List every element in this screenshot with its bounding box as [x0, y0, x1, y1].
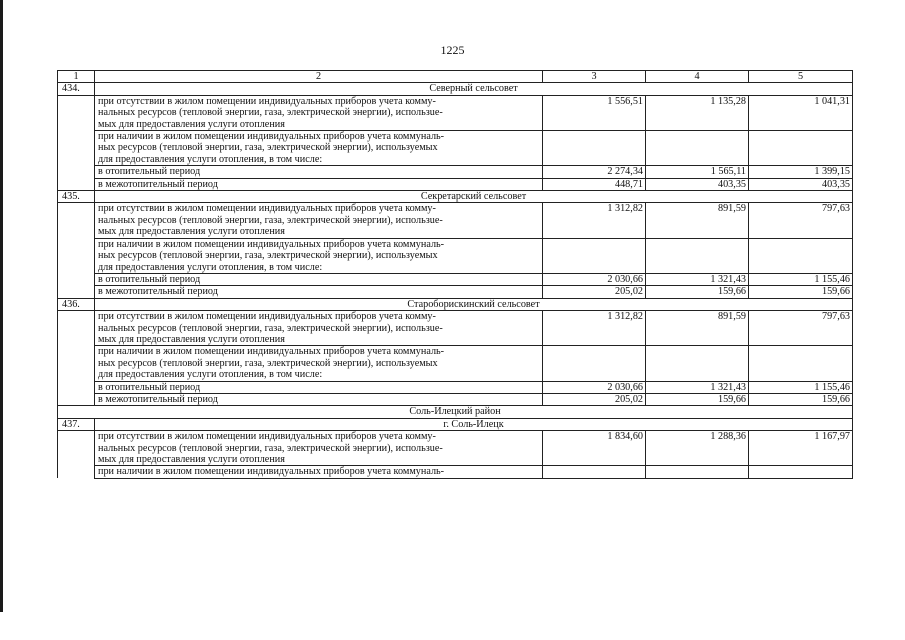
interheating-period-label: в межотопительный период	[95, 286, 543, 298]
absent-meters-description	[95, 431, 543, 466]
section-title-row	[58, 83, 853, 95]
section-title: Северный сельсовет	[95, 83, 853, 95]
empty-cell	[58, 381, 95, 393]
interheating-period-row	[58, 286, 853, 298]
description-line: ных ресурсов (тепловой энергии, газа, электрической энергии), используемых	[98, 357, 438, 369]
value-cell: 159,66	[646, 286, 749, 298]
value-cell: 205,02	[543, 286, 646, 298]
present-meters-description	[95, 131, 543, 166]
tariff-table	[57, 70, 853, 479]
value-cell: 1 321,43	[646, 381, 749, 393]
column-header: 4	[646, 71, 749, 83]
value-cell: 2 274,34	[543, 166, 646, 178]
section-number: 437.	[58, 418, 95, 430]
section-title: Староборискинский сельсовет	[95, 298, 853, 310]
value-cell: 2 030,66	[543, 381, 646, 393]
empty-cell	[543, 346, 646, 381]
value-cell: 1 312,82	[543, 203, 646, 238]
absent-meters-description	[95, 203, 543, 238]
description-line: нальных ресурсов (тепловой энергии, газа, электрической энергии), использue-	[98, 442, 443, 454]
district-title: Соль-Илецкий район	[58, 406, 853, 418]
description-line: при наличии в жилом помещении индивидуальных приборов учета коммуналь-	[98, 238, 445, 250]
description-line: при наличии в жилом помещении индивидуальных приборов учета коммуналь-	[98, 346, 445, 358]
absent-meters-row	[58, 311, 853, 346]
heating-period-label: в отопительный период	[95, 381, 543, 393]
empty-cell	[646, 131, 749, 166]
value-cell: 1 135,28	[646, 95, 749, 130]
empty-cell	[58, 286, 95, 298]
present-meters-description: при наличии в жилом помещении индивидуальных приборов учета коммуналь-	[95, 466, 543, 478]
empty-cell	[58, 311, 95, 346]
heating-period-row	[58, 381, 853, 393]
description-line: мых для предоставления услуги отопления	[98, 118, 285, 130]
empty-cell	[543, 238, 646, 273]
value-cell: 891,59	[646, 311, 749, 346]
description-line: для предоставления услуги отопления, в том числе:	[98, 153, 323, 165]
empty-cell	[749, 131, 853, 166]
absent-meters-row	[58, 95, 853, 130]
section-number: 436.	[58, 298, 95, 310]
empty-cell	[58, 238, 95, 273]
section-title-row	[58, 298, 853, 310]
value-cell: 205,02	[543, 393, 646, 405]
empty-cell	[58, 346, 95, 381]
value-cell: 1 167,97	[749, 431, 853, 466]
description-line: мых для предоставления услуги отопления	[98, 454, 285, 465]
description-line: ных ресурсов (тепловой энергии, газа, электрической энергии), используемых	[98, 142, 438, 154]
interheating-period-row	[58, 393, 853, 405]
section-number: 435.	[58, 191, 95, 203]
empty-cell	[58, 95, 95, 130]
page-number: 1225	[440, 43, 465, 57]
column-header: 1	[58, 71, 95, 83]
empty-cell	[58, 466, 95, 478]
value-cell: 403,35	[646, 178, 749, 190]
empty-cell	[58, 178, 95, 190]
empty-cell	[58, 273, 95, 285]
section-title-row	[58, 418, 853, 430]
description-line: ных ресурсов (тепловой энергии, газа, электрической энергии), используемых	[98, 250, 438, 262]
value-cell: 1 565,11	[646, 166, 749, 178]
present-meters-row	[58, 346, 853, 381]
value-cell: 2 030,66	[543, 273, 646, 285]
value-cell: 1 399,15	[749, 166, 853, 178]
value-cell: 797,63	[749, 311, 853, 346]
empty-cell	[749, 346, 853, 381]
empty-cell	[749, 238, 853, 273]
section-title-row	[58, 191, 853, 203]
value-cell: 1 155,46	[749, 381, 853, 393]
empty-cell	[543, 466, 646, 478]
description-line: нальных ресурсов (тепловой энергии, газа, электрической энергии), использue-	[98, 322, 443, 334]
absent-meters-description	[95, 311, 543, 346]
present-meters-description	[95, 238, 543, 273]
description-line: для предоставления услуги отопления, в том числе:	[98, 261, 323, 273]
value-cell: 159,66	[646, 393, 749, 405]
value-cell: 159,66	[749, 286, 853, 298]
value-cell: 1 321,43	[646, 273, 749, 285]
description-line: нальных ресурсов (тепловой энергии, газа, электрической энергии), использue-	[98, 107, 443, 119]
column-header: 3	[543, 71, 646, 83]
heating-period-label: в отопительный период	[95, 273, 543, 285]
description-line: при отсутствии в жилом помещении индивидуальных приборов учета комму-	[98, 95, 436, 107]
empty-cell	[646, 238, 749, 273]
absent-meters-row	[58, 431, 853, 466]
heating-period-row	[58, 273, 853, 285]
description-line: для предоставления услуги отопления, в том числе:	[98, 369, 323, 381]
description-line: при отсутствии в жилом помещении индивидуальных приборов учета комму-	[98, 431, 436, 443]
district-row	[58, 406, 853, 418]
page-left-edge	[0, 0, 3, 612]
value-cell: 1 834,60	[543, 431, 646, 466]
value-cell: 159,66	[749, 393, 853, 405]
value-cell: 797,63	[749, 203, 853, 238]
section-title: г. Соль-Илецк	[95, 418, 853, 430]
value-cell: 1 556,51	[543, 95, 646, 130]
description-line: при отсутствии в жилом помещении индивидуальных приборов учета комму-	[98, 311, 436, 323]
value-cell: 403,35	[749, 178, 853, 190]
empty-cell	[58, 166, 95, 178]
description-line: нальных ресурсов (тепловой энергии, газа, электрической энергии), использue-	[98, 214, 443, 226]
sections-body	[58, 83, 853, 406]
absent-meters-row	[58, 203, 853, 238]
empty-cell	[749, 466, 853, 478]
column-header: 5	[749, 71, 853, 83]
column-header: 2	[95, 71, 543, 83]
present-meters-description	[95, 346, 543, 381]
value-cell: 1 288,36	[646, 431, 749, 466]
section-number: 434.	[58, 83, 95, 95]
empty-cell	[58, 203, 95, 238]
empty-cell	[58, 393, 95, 405]
empty-cell	[646, 466, 749, 478]
absent-meters-description	[95, 95, 543, 130]
interheating-period-label: в межотопительный период	[95, 393, 543, 405]
empty-cell	[543, 131, 646, 166]
interheating-period-label: в межотопительный период	[95, 178, 543, 190]
interheating-period-row	[58, 178, 853, 190]
value-cell: 1 041,31	[749, 95, 853, 130]
description-line: мых для предоставления услуги отопления	[98, 333, 285, 345]
present-meters-row	[58, 131, 853, 166]
value-cell: 891,59	[646, 203, 749, 238]
heating-period-row	[58, 166, 853, 178]
present-meters-row	[58, 466, 853, 478]
value-cell: 448,71	[543, 178, 646, 190]
value-cell: 1 155,46	[749, 273, 853, 285]
empty-cell	[646, 346, 749, 381]
empty-cell	[58, 431, 95, 466]
section-title: Секретарский сельсовет	[95, 191, 853, 203]
heating-period-label: в отопительный период	[95, 166, 543, 178]
empty-cell	[58, 131, 95, 166]
present-meters-row	[58, 238, 853, 273]
description-line: мых для предоставления услуги отопления	[98, 226, 285, 238]
description-line: при наличии в жилом помещении индивидуальных приборов учета коммуналь-	[98, 131, 445, 143]
value-cell: 1 312,82	[543, 311, 646, 346]
description-line: при отсутствии в жилом помещении индивидуальных приборов учета комму-	[98, 203, 436, 215]
table-header-row	[58, 71, 853, 83]
